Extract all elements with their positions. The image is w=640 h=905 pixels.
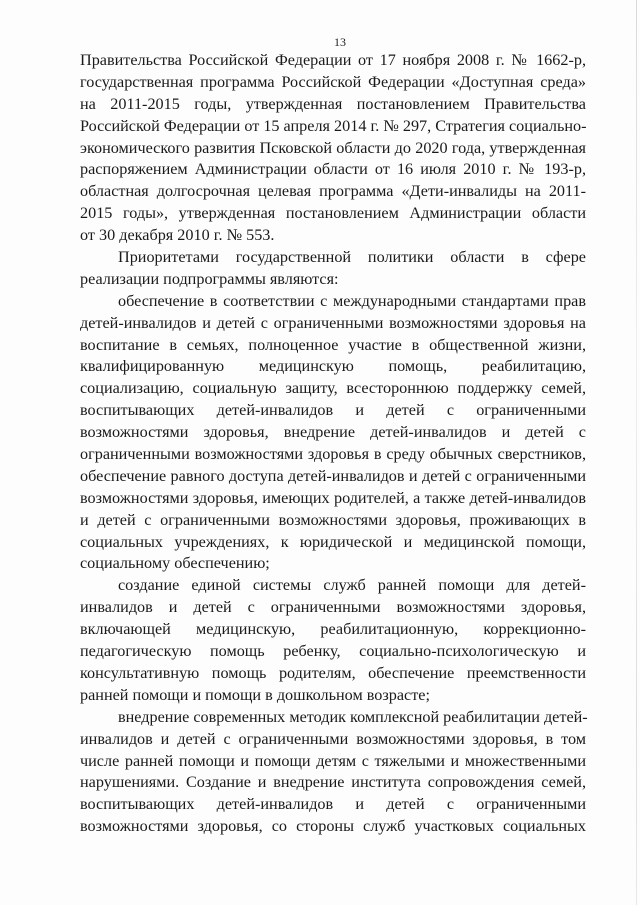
text-line: 2015 годы», утвержденная постановлением Администрации области: [80, 204, 586, 223]
text-line: Российской Федерации от 15 апреля 2014 г. № 297, Стратегия социально-: [80, 116, 587, 135]
text-line: внедрение современных методик комплексной реабилитации детей-: [118, 707, 588, 726]
text-line: на 2011-2015 годы, утвержденная постановлением Правительства: [80, 94, 586, 113]
text-line: воспитывающих детей-инвалидов и детей с ограниченными: [80, 795, 586, 814]
text-line: возможностями здоровья, имеющих родителей, а также детей-инвалидов: [80, 488, 586, 507]
text-line: социальных учреждениях, к юридической и медицинской помощи,: [80, 532, 586, 551]
text-line: нарушениями. Создание и внедрение института сопровождения семей,: [80, 773, 586, 792]
text-line: ранней помощи и помощи в дошкольном возрасте;: [80, 685, 430, 704]
text-line: государственная программа Российской Федерации «Доступная среда»: [80, 72, 586, 91]
paragraph: [80, 707, 586, 838]
text-line: инвалидов и детей с ограниченными возможностями здоровья,: [80, 598, 586, 617]
text-line: инвалидов и детей с ограниченными возможностями здоровья, в том: [80, 729, 586, 748]
text-line: реализации подпрограммы являются:: [80, 269, 339, 288]
text-line: обеспечение равного доступа детей-инвалидов и детей с ограниченными: [80, 466, 586, 485]
text-line: экономического развития Псковской области до 2020 года, утвержденная: [80, 138, 586, 157]
text-line: от 30 декабря 2010 г. № 553.: [80, 226, 275, 245]
page-number: 13: [334, 35, 346, 49]
paragraph: [80, 50, 586, 247]
text-line: воспитание в семьях, полноценное участие в общественной жизни,: [80, 335, 586, 354]
text-line: распоряжением Администрации области от 16 июля 2010 г. № 193-р,: [80, 160, 586, 179]
text-line: обеспечение в соответствии с международными стандартами прав: [118, 291, 586, 310]
text-line: квалифицированную медицинскую помощь, реабилитацию,: [80, 357, 586, 376]
text-line: создание единой системы служб ранней помощи для детей-: [118, 576, 586, 595]
text-line: педагогическую помощь ребенку, социально-психологическую и: [80, 642, 586, 661]
paragraph: [80, 247, 586, 291]
text-line: включающей медицинскую, реабилитационную, коррекционно-: [80, 620, 586, 639]
scan-edge-line: [636, 0, 637, 905]
document-body: [80, 50, 586, 838]
text-line: воспитывающих детей-инвалидов и детей с ограниченными: [80, 401, 586, 420]
paragraph: [80, 575, 586, 706]
text-line: Приоритетами государственной политики области в сфере: [118, 248, 586, 267]
paragraph: [80, 291, 586, 576]
text-line: возможностями здоровья, внедрение детей-инвалидов и детей с: [80, 423, 586, 442]
text-line: детей-инвалидов и детей с ограниченными возможностями здоровья на: [80, 313, 586, 332]
text-line: числе ранней помощи и помощи детям с тяжелыми и множественными: [80, 751, 586, 770]
text-line: областная долгосрочная целевая программа «Дети-инвалиды на 2011-: [80, 182, 586, 201]
text-line: Правительства Российской Федерации от 17 ноября 2008 г. № 1662-р,: [80, 51, 586, 69]
text-line: ограниченными возможностями здоровья в среду обычных сверстников,: [80, 445, 586, 464]
text-line: социализацию, социальную защиту, всестороннюю поддержку семей,: [80, 379, 586, 398]
text-line: консультативную помощь родителям, обеспечение преемственности: [80, 663, 586, 682]
text-line: возможностями здоровья, со стороны служб участковых социальных: [80, 817, 586, 836]
text-line: социальному обеспечению;: [80, 554, 270, 573]
text-line: и детей с ограниченными возможностями здоровья, проживающих в: [80, 510, 586, 529]
